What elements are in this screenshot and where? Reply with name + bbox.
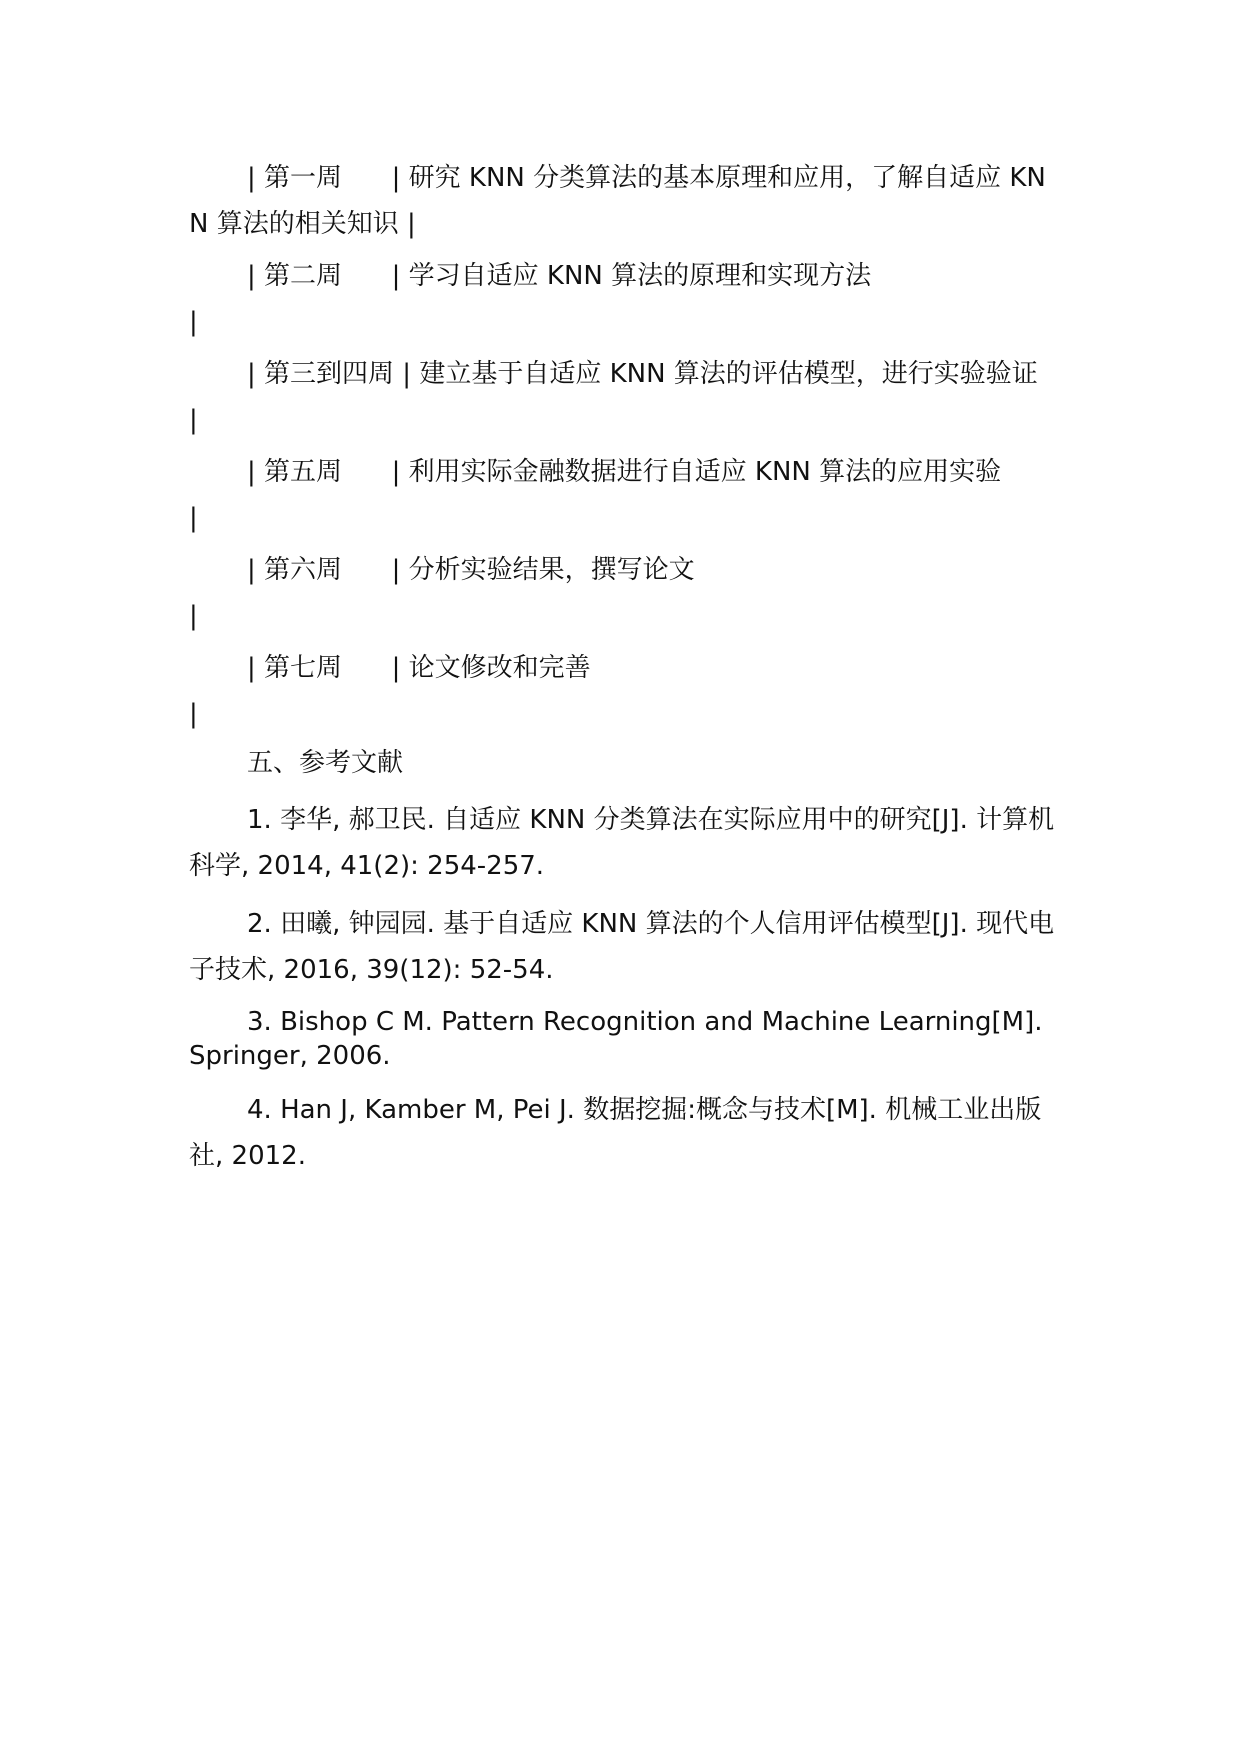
schedule-row-week-7: | 第七周 | 论文修改和完善 | — [189, 653, 1095, 729]
schedule-row-week-6: | 第六周 | 分析实验结果，撰写论文 | — [189, 555, 1125, 631]
page-content — [189, 155, 1200, 1191]
reference-item-3: 3. Bishop C M. Pattern Recognition and Machine Learning[M]. Springer, 2006. — [189, 1007, 1051, 1071]
schedule-row-week-2: | 第二周 | 学习自适应 KNN 算法的原理和实现方法 | — [189, 261, 1186, 337]
schedule-row-week-3-4: | 第三到四周 | 建立基于自适应 KNN 算法的评估模型，进行实验验证 | — [189, 359, 1187, 435]
reference-item-2: 2. 田曦, 钟园园. 基于自适应 KNN 算法的个人信用评估模型[J]. 现代电子技术, 2016, 39(12): 52-54. — [189, 909, 1055, 985]
schedule-row-week-1: | 第一周 | 研究 KNN 分类算法的基本原理和应用，了解自适应 KNN 算法的相关知识 | — [189, 163, 1046, 239]
reference-item-1: 1. 李华, 郝卫民. 自适应 KNN 分类算法在实际应用中的研究[J]. 计算机科学, 2014, 41(2): 254-257. — [189, 805, 1055, 881]
references-heading: 五、参考文献 — [247, 748, 404, 778]
schedule-row-week-5: | 第五周 | 利用实际金融数据进行自适应 KNN 算法的应用实验 | — [189, 457, 1200, 533]
reference-item-4: 4. Han J, Kamber M, Pei J. 数据挖掘:概念与技术[M]. 机械工业出版社, 2012. — [189, 1095, 1042, 1171]
